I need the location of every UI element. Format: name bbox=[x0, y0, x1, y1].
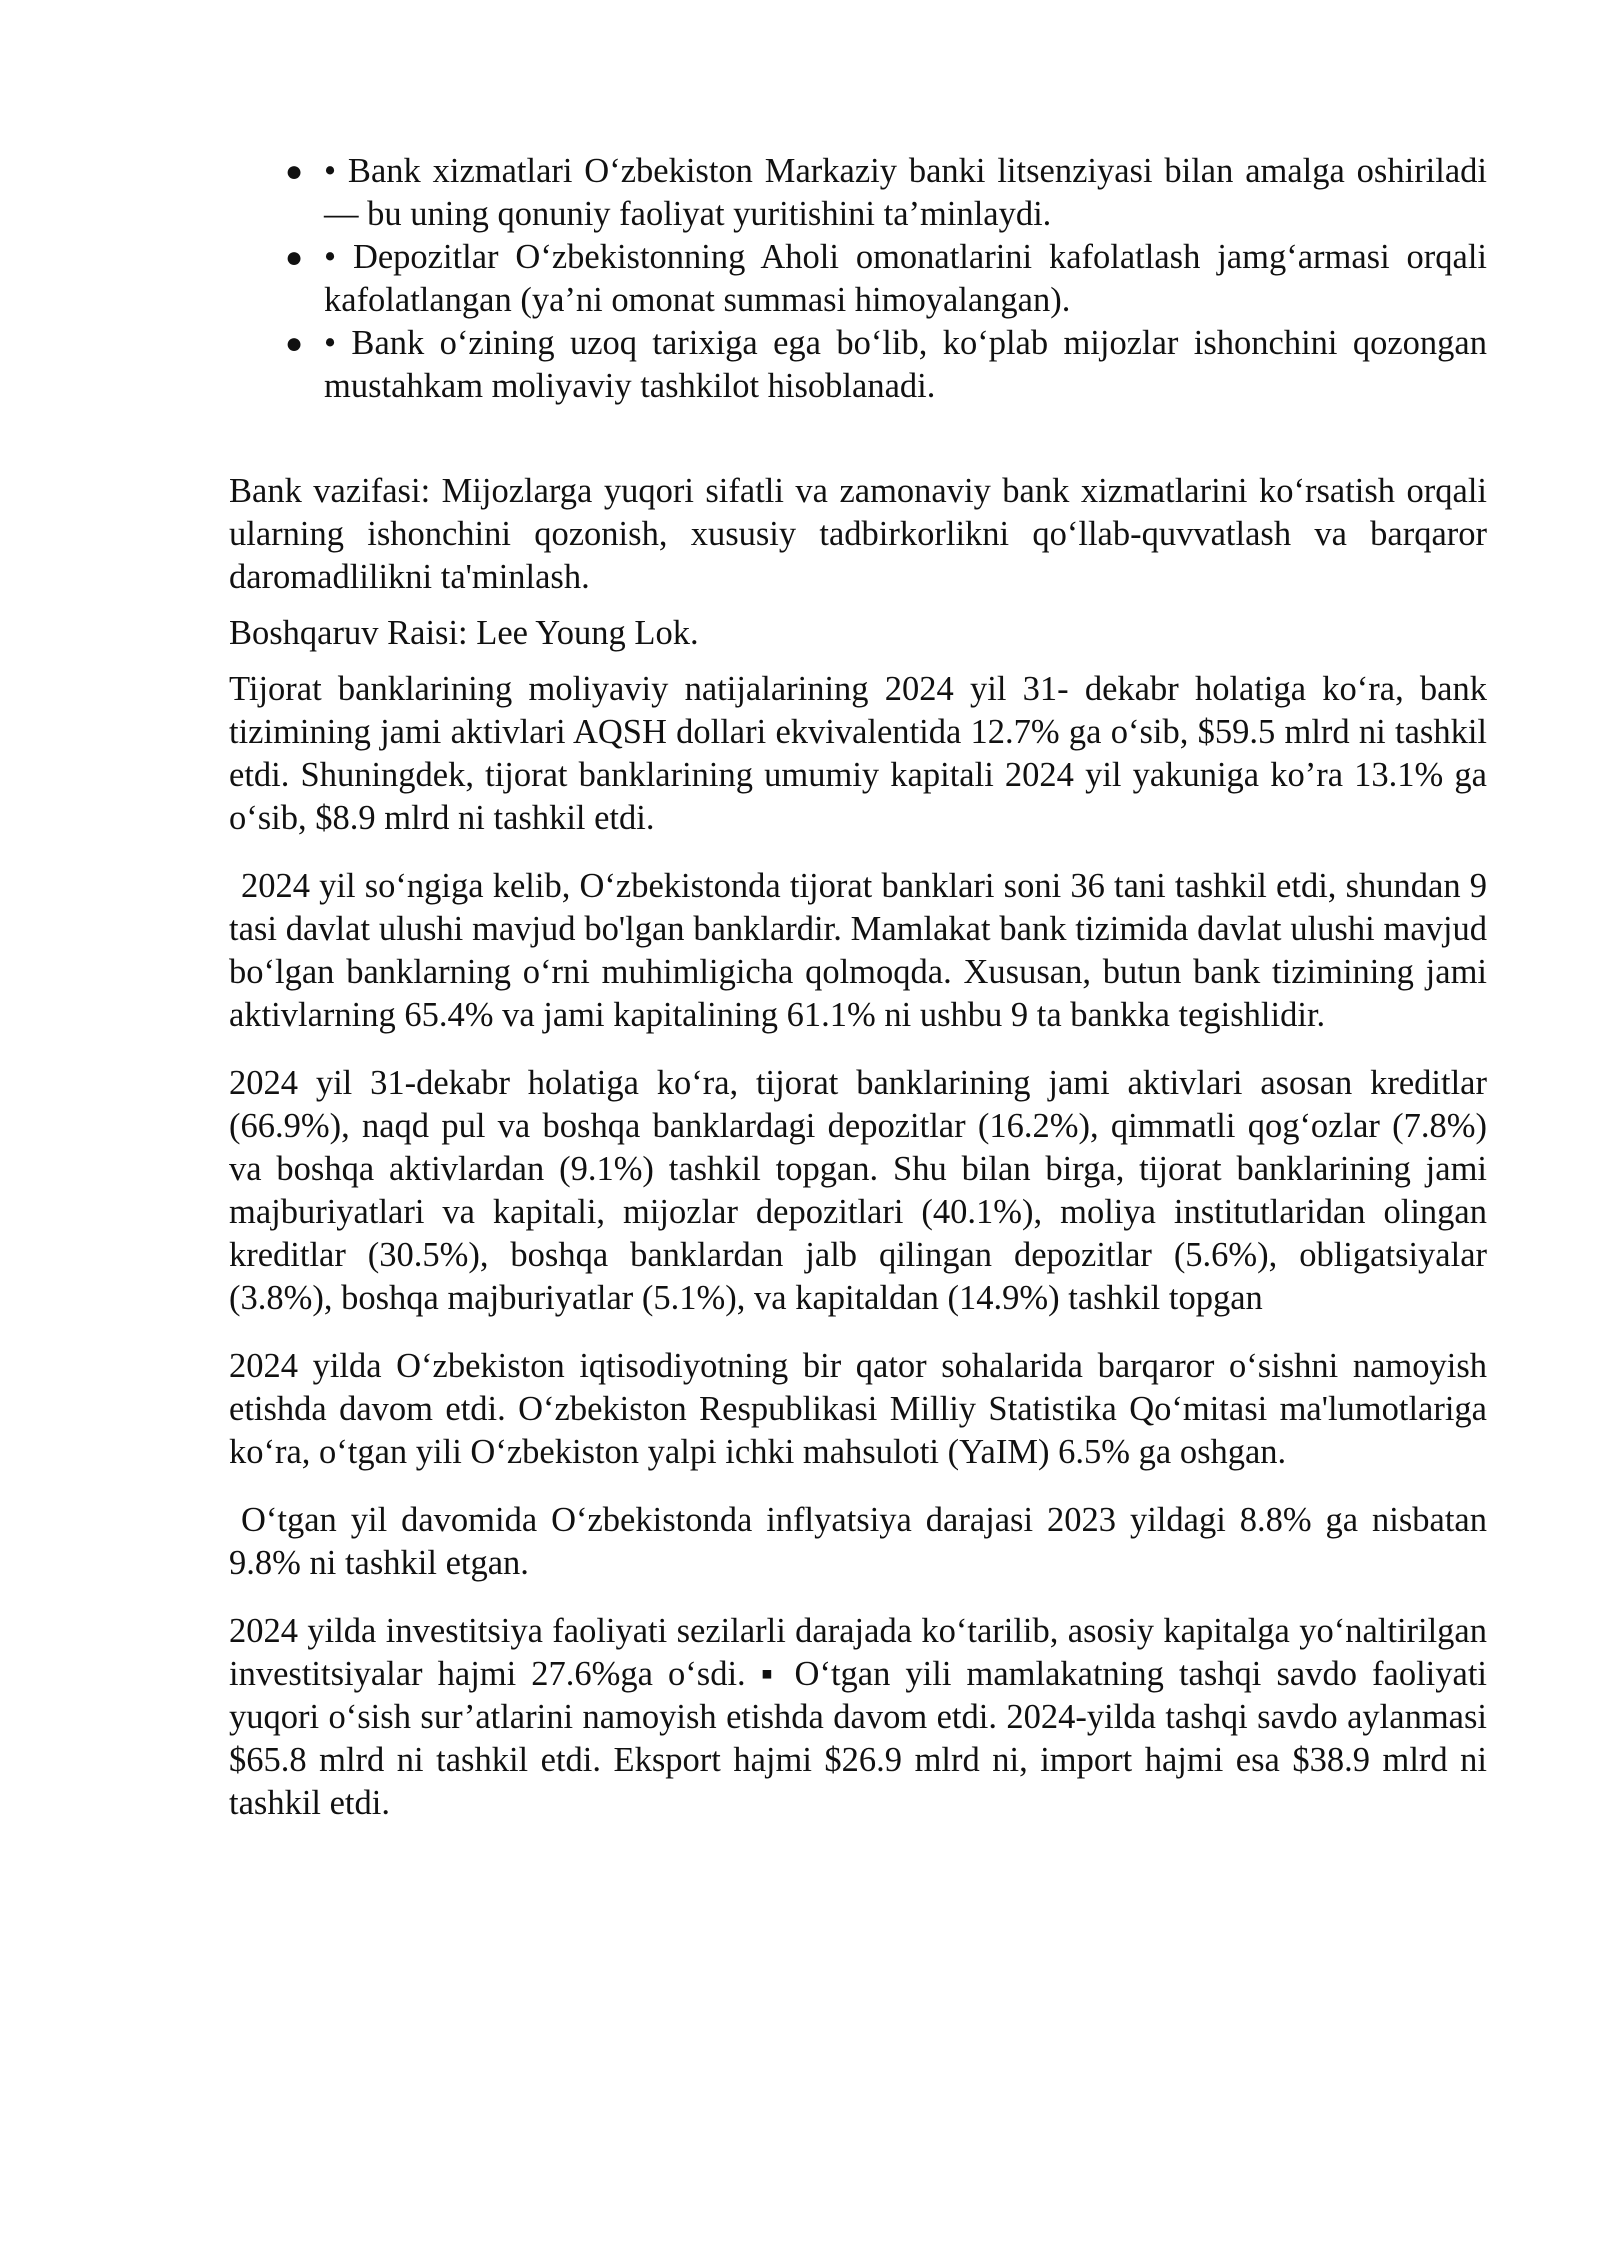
inflation-paragraph: O‘tgan yil davomida O‘zbekistonda inflyatsiya darajasi 2023 yildagi 8.8% ga nisbatan 9.8% ni tashkil etgan. bbox=[229, 1501, 1487, 1582]
mission-paragraph: Bank vazifasi: Mijozlarga yuqori sifatli va zamonaviy bank xizmatlarini ko‘rsatish orqali ularning ishonchini qozonish, xususiy tadbirkorlikni qo‘llab-quvvatlash va barqaror daromadlilikni ta'minlash. bbox=[229, 472, 1487, 596]
bank-count-paragraph: 2024 yil so‘ngiga kelib, O‘zbekistonda tijorat banklari soni 36 tani tashkil etdi, shundan 9 tasi davlat ulushi mavjud bo'lgan banklardir. Mamlakat bank tizimida davlat ulushi mavjud bo‘lgan banklarning o‘rni muhimligicha qolmoqda. Xususan, butun bank tizimining jami aktivlarning 65.4% va jami kapitalining 61.1% ni ushbu 9 ta bankka tegishlidir. bbox=[229, 867, 1487, 1034]
bullet-dot-icon: ● bbox=[284, 155, 304, 188]
bullet-text: • Depozitlar O‘zbekistonning Aholi omonatlarini kafolatlash jamg‘armasi orqali kafolatlangan (ya’ni omonat summasi himoyalangan). bbox=[324, 238, 1487, 319]
bullet-dot-icon: ● bbox=[284, 327, 304, 360]
bullet-list bbox=[229, 150, 1487, 408]
investment-paragraph: 2024 yilda investitsiya faoliyati sezilarli darajada ko‘tarilib, asosiy kapitalga yo‘naltirilgan investitsiyalar hajmi 27.6%ga o‘sdi. ▪ O‘tgan yili mamlakatning tashqi savdo faoliyati yuqori o‘sish sur’atlarini namoyish etishda davom etdi. 2024-yilda tashqi savdo aylanmasi $65.8 mlrd ni tashkil etdi. Eksport hajmi $26.9 mlrd ni, import hajmi esa $38.9 mlrd ni tashkil etdi. bbox=[229, 1612, 1487, 1822]
bullet-text: • Bank xizmatlari O‘zbekiston Markaziy banki litsenziyasi bilan amalga oshiriladi — bu uning qonuniy faoliyat yuritishini ta’minlaydi. bbox=[324, 152, 1487, 233]
bullet-dot-icon: ● bbox=[284, 241, 304, 274]
list-item bbox=[229, 236, 1487, 322]
bullet-text: • Bank o‘zining uzoq tarixiga ega bo‘lib, ko‘plab mijozlar ishonchini qozongan mustahkam moliyaviy tashkilot hisoblanadi. bbox=[324, 324, 1487, 405]
results-paragraph: Tijorat banklarining moliyaviy natijalarining 2024 yil 31- dekabr holatiga ko‘ra, bank tizimining jami aktivlari AQSH dollari ekvivalentida 12.7% ga o‘sib, $59.5 mlrd ni tashkil etdi. Shuningdek, tijorat banklarining umumiy kapitali 2024 yil yakuniga ko’ra 13.1% ga o‘sib, $8.9 mlrd ni tashkil etdi. bbox=[229, 670, 1487, 837]
structure-paragraph: 2024 yil 31-dekabr holatiga ko‘ra, tijorat banklarining jami aktivlari asosan kreditlar (66.9%), naqd pul va boshqa banklardagi depozitlar (16.2%), qimmatli qog‘ozlar (7.8%) va boshqa aktivlardan (9.1%) tashkil topgan. Shu bilan birga, tijorat banklarining jami majburiyatlari va kapitali, mijozlar depozitlari (40.1%), moliya institutlaridan olingan kreditlar (30.5%), boshqa banklardan jalb qilingan depozitlar (5.6%), obligatsiyalar (3.8%), boshqa majburiyatlar (5.1%), va kapitaldan (14.9%) tashkil topgan bbox=[229, 1064, 1487, 1317]
chairman-paragraph: Boshqaruv Raisi: Lee Young Lok. bbox=[229, 614, 699, 652]
gdp-paragraph: 2024 yilda O‘zbekiston iqtisodiyotning bir qator sohalarida barqaror o‘sishni namoyish etishda davom etdi. O‘zbekiston Respublikasi Milliy Statistika Qo‘mitasi ma'lumotlariga ko‘ra, o‘tgan yili O‘zbekiston yalpi ichki mahsuloti (YaIM) 6.5% ga oshgan. bbox=[229, 1347, 1487, 1471]
list-item bbox=[229, 322, 1487, 408]
list-item bbox=[229, 150, 1487, 236]
document-page bbox=[229, 150, 1487, 1825]
